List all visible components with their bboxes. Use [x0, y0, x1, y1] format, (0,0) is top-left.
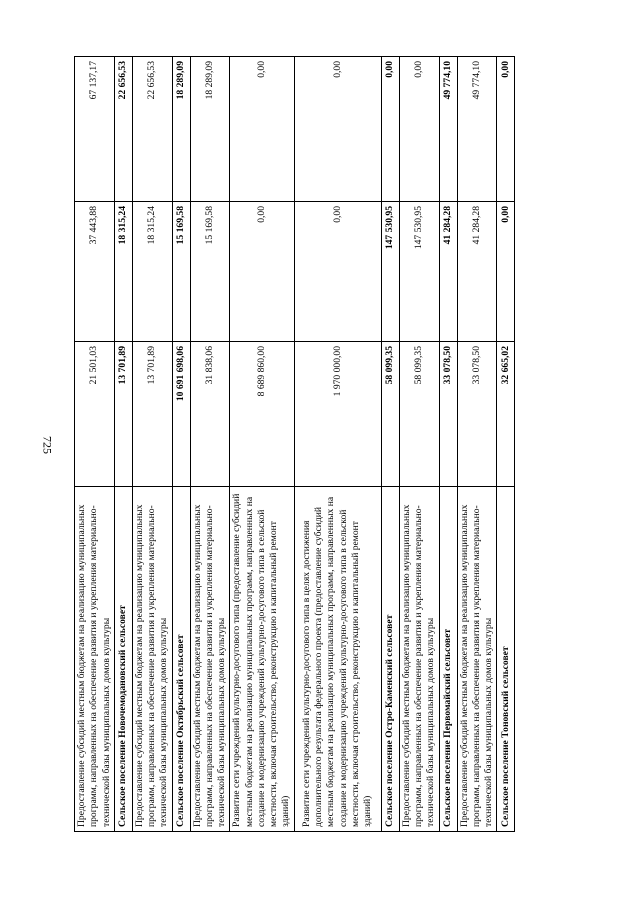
value-col-2: 147 530,95: [399, 202, 439, 342]
row-description: Предоставление субсидий местным бюджетам на реализацию муниципальных программ, направленных на обеспечение развития и укрепления материально-технической базы муниципальных домов культуры: [75, 487, 115, 832]
settlement-row: [497, 57, 515, 832]
rotated-content: [74, 57, 571, 832]
value-col-3: 0,00: [497, 57, 515, 202]
value-col-3: 49 774,10: [457, 57, 497, 202]
value-col-1: 8 689 860,00: [230, 342, 294, 487]
value-col-2: 41 284,28: [439, 202, 457, 342]
value-col-3: 49 774,10: [439, 57, 457, 202]
row-description: Предоставление субсидий местным бюджетам на реализацию муниципальных программ, направленных на обеспечение развития и укрепления материально-технической базы муниципальных домов культуры: [132, 487, 172, 832]
table-row: [132, 57, 172, 832]
value-col-3: 0,00: [294, 57, 381, 202]
row-description: Сельское поселение Первомайский сельсовет: [439, 487, 457, 832]
row-description: Сельское поселение Октябрьский сельсовет: [172, 487, 190, 832]
row-description: Предоставление субсидий местным бюджетам на реализацию муниципальных программ, направленных на обеспечение развития и укрепления материально-технической базы муниципальных домов культуры: [399, 487, 439, 832]
value-col-3: 22 656,53: [132, 57, 172, 202]
table-row: [230, 57, 294, 832]
budget-table: [74, 56, 515, 832]
row-description: Сельское поселение Тоновский сельсовет: [497, 487, 515, 832]
value-col-1: 33 078,50: [457, 342, 497, 487]
value-col-1: 1 970 000,00: [294, 342, 381, 487]
value-col-2: 0,00: [294, 202, 381, 342]
value-col-1: 33 078,50: [439, 342, 457, 487]
rotated-table-frame: [74, 57, 571, 832]
settlement-row: [381, 57, 399, 832]
value-col-1: 13 701,89: [132, 342, 172, 487]
value-col-3: 0,00: [381, 57, 399, 202]
value-col-1: 32 665,02: [497, 342, 515, 487]
value-col-1: 31 838,06: [190, 342, 230, 487]
table-row: [399, 57, 439, 832]
value-col-3: 18 289,09: [190, 57, 230, 202]
table-row: [75, 57, 115, 832]
value-col-3: 22 656,53: [114, 57, 132, 202]
page-number: 725: [40, 436, 55, 454]
value-col-2: 18 315,24: [132, 202, 172, 342]
row-description: Развитие сети учреждений культурно-досугового типа (предоставление субсидий местным бюджетам на реализацию муниципальных программ, направленных на создание и модернизацию учреждений культурно-досугового типа в сельской местности, включая строительство, реконструкцию и капитальный ремонт зданий): [230, 487, 294, 832]
value-col-3: 18 289,09: [172, 57, 190, 202]
value-col-2: 147 530,95: [381, 202, 399, 342]
settlement-row: [439, 57, 457, 832]
table-row: [457, 57, 497, 832]
value-col-1: 58 099,35: [381, 342, 399, 487]
value-col-3: 0,00: [230, 57, 294, 202]
table-row: [294, 57, 381, 832]
row-description: Сельское поселение Новочемодановский сельсовет: [114, 487, 132, 832]
value-col-3: 0,00: [399, 57, 439, 202]
row-description: Предоставление субсидий местным бюджетам на реализацию муниципальных программ, направленных на обеспечение развития и укрепления материально-технической базы муниципальных домов культуры: [457, 487, 497, 832]
value-col-1: 10 691 698,06: [172, 342, 190, 487]
row-description: Сельское поселение Остро-Каменский сельсовет: [381, 487, 399, 832]
value-col-1: 58 099,35: [399, 342, 439, 487]
row-description: Развитие сети учреждений культурно-досугового типа в целях достижения дополнительного результата федерального проекта (предоставление субсидий местным бюджетам на реализацию муниципальных программ, направленных на создание и модернизацию учреждений культурно-досугового типа в сельской местности, включая строительство, реконструкцию и капитальный ремонт зданий): [294, 487, 381, 832]
settlement-row: [172, 57, 190, 832]
value-col-2: 15 169,58: [190, 202, 230, 342]
value-col-1: 21 501,03: [75, 342, 115, 487]
value-col-3: 67 137,17: [75, 57, 115, 202]
value-col-2: 37 443,88: [75, 202, 115, 342]
settlement-row: [114, 57, 132, 832]
row-description: Предоставление субсидий местным бюджетам на реализацию муниципальных программ, направленных на обеспечение развития и укрепления материально-технической базы муниципальных домов культуры: [190, 487, 230, 832]
value-col-1: 13 701,89: [114, 342, 132, 487]
value-col-2: 18 315,24: [114, 202, 132, 342]
value-col-2: 0,00: [230, 202, 294, 342]
value-col-2: 15 169,58: [172, 202, 190, 342]
value-col-2: 41 284,28: [457, 202, 497, 342]
value-col-2: 0,00: [497, 202, 515, 342]
table-row: [190, 57, 230, 832]
